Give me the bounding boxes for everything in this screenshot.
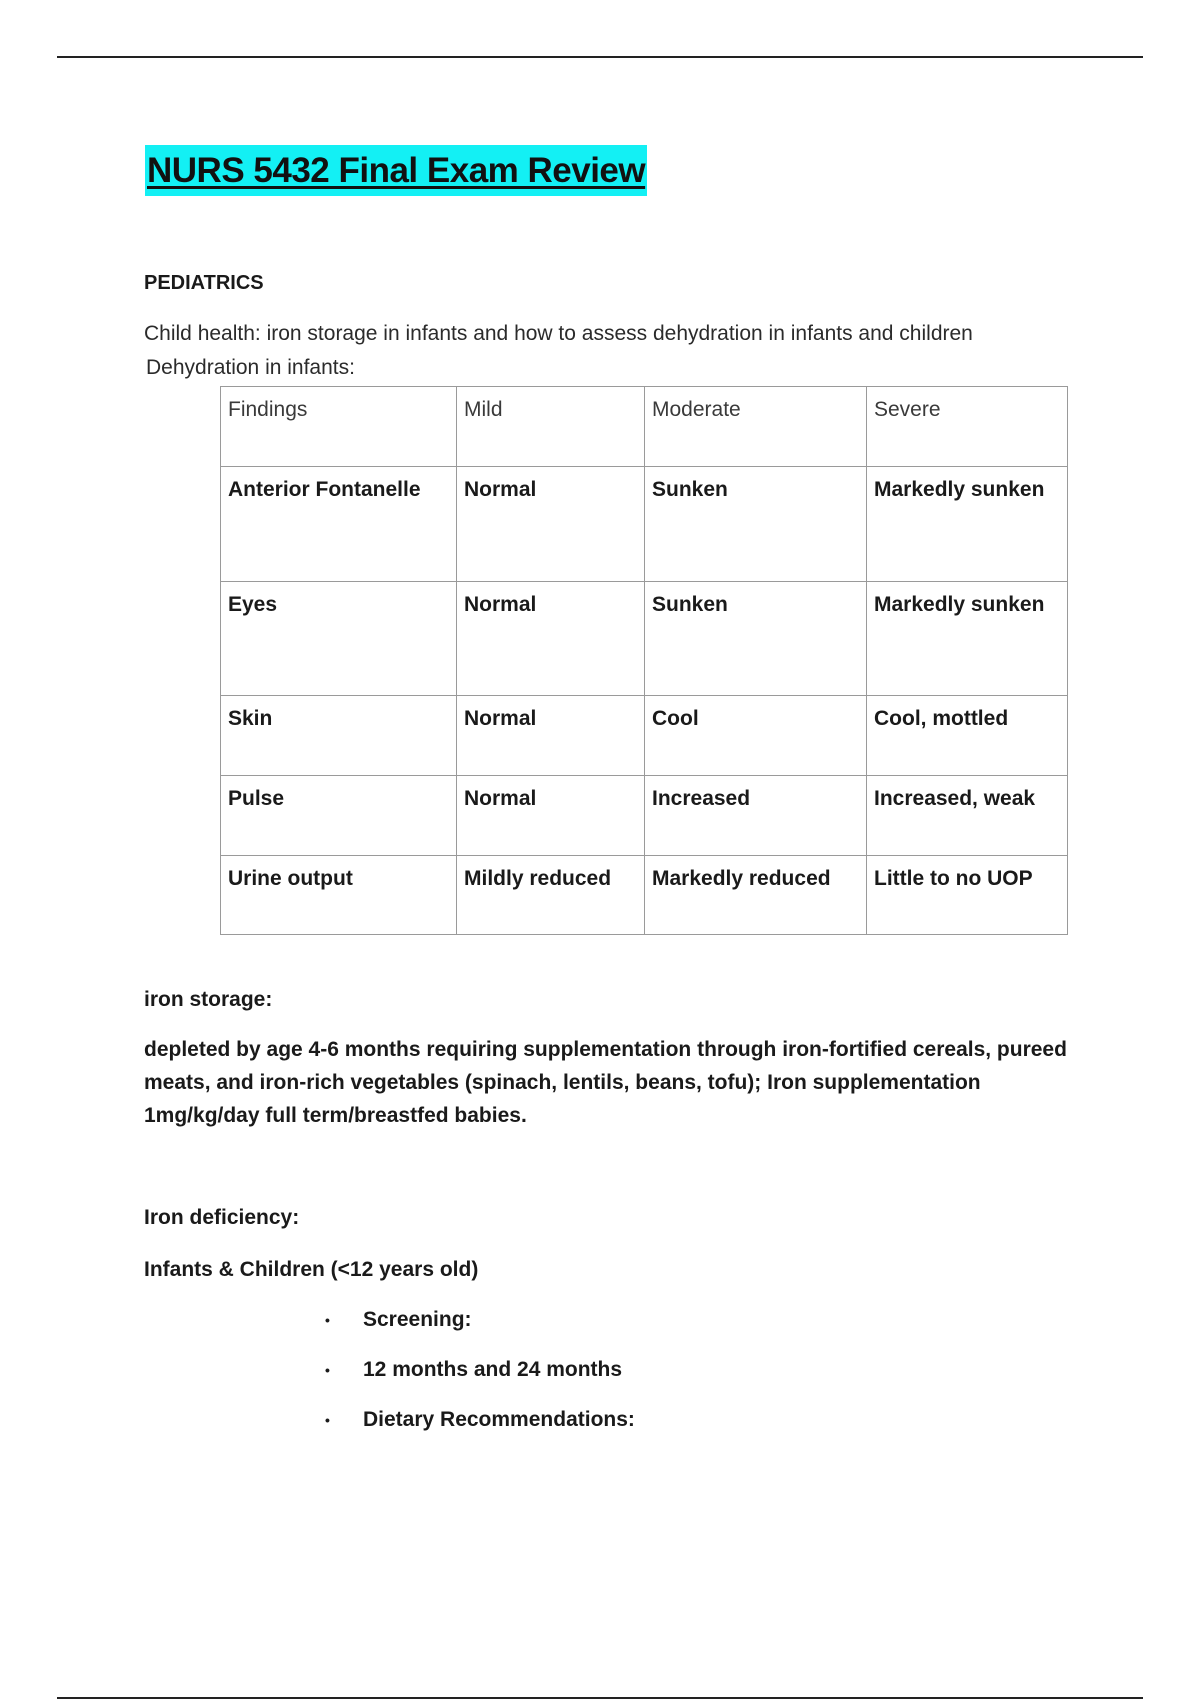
table-cell: Skin — [221, 696, 457, 776]
table-cell: Anterior Fontanelle — [221, 467, 457, 582]
bullet-icon: • — [325, 1362, 330, 1378]
top-rule — [57, 56, 1143, 58]
table-row — [221, 467, 1068, 582]
table-cell: Increased, weak — [867, 776, 1068, 856]
iron-deficiency-heading: Iron deficiency: — [144, 1206, 300, 1229]
list-item — [325, 1403, 635, 1453]
table-row — [221, 776, 1068, 856]
table-cell: Markedly sunken — [867, 467, 1068, 582]
section-heading: PEDIATRICS — [144, 272, 264, 294]
table-cell: Little to no UOP — [867, 856, 1068, 935]
bullet-list — [325, 1303, 635, 1453]
table-cell: Cool, mottled — [867, 696, 1068, 776]
table-cell: Markedly reduced — [645, 856, 867, 935]
bullet-icon: • — [325, 1312, 330, 1328]
bullet-icon: • — [325, 1412, 330, 1428]
table-header-cell: Severe — [867, 387, 1068, 467]
age-group-label: Infants & Children (<12 years old) — [144, 1258, 479, 1281]
table-header-cell: Mild — [457, 387, 645, 467]
table-cell: Mildly reduced — [457, 856, 645, 935]
document-title: NURS 5432 Final Exam Review — [145, 145, 647, 196]
table-cell: Normal — [457, 467, 645, 582]
intro-line: Child health: iron storage in infants and how to assess dehydration in infants and children — [144, 322, 973, 345]
dehydration-subheading: Dehydration in infants: — [146, 356, 355, 379]
list-item-text: Dietary Recommendations: — [363, 1408, 635, 1431]
list-item — [325, 1353, 635, 1403]
bottom-rule — [57, 1697, 1143, 1699]
table-row — [221, 582, 1068, 696]
table-cell: Increased — [645, 776, 867, 856]
dehydration-table — [220, 386, 1068, 935]
table-cell: Markedly sunken — [867, 582, 1068, 696]
table-cell: Sunken — [645, 467, 867, 582]
table-cell: Cool — [645, 696, 867, 776]
table-cell: Urine output — [221, 856, 457, 935]
list-item — [325, 1303, 635, 1353]
table-row — [221, 696, 1068, 776]
table-cell: Eyes — [221, 582, 457, 696]
table-header-cell: Findings — [221, 387, 457, 467]
table-cell: Normal — [457, 582, 645, 696]
iron-storage-paragraph: depleted by age 4-6 months requiring supplementation through iron-fortified cereals, pureed meats, and iron-rich vegetables (spinach, lentils, beans, tofu); Iron supplementation 1mg/kg/day full term/breastfed babies. — [144, 1038, 1067, 1127]
table-header-cell: Moderate — [645, 387, 867, 467]
table-cell: Normal — [457, 776, 645, 856]
table-cell: Sunken — [645, 582, 867, 696]
iron-storage-heading: iron storage: — [144, 988, 273, 1011]
table-row — [221, 856, 1068, 935]
list-item-text: 12 months and 24 months — [363, 1358, 623, 1381]
table-cell: Normal — [457, 696, 645, 776]
table-header-row — [221, 387, 1068, 467]
list-item-text: Screening: — [363, 1308, 472, 1331]
table-cell: Pulse — [221, 776, 457, 856]
